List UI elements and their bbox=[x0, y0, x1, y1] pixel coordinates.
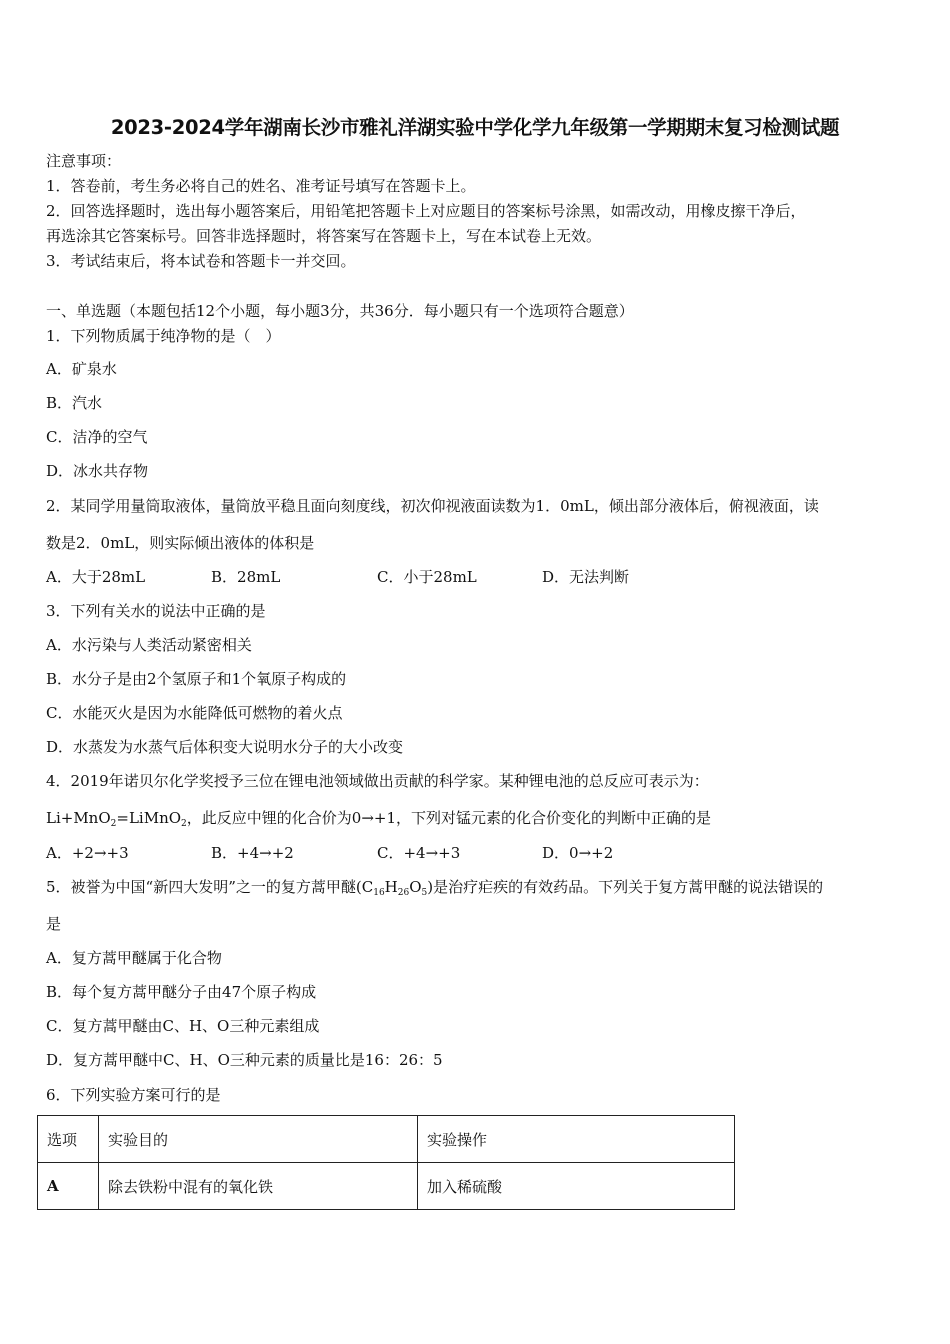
q5-option-b: B．每个复方蒿甲醚分子由47个原子构成 bbox=[46, 983, 317, 1001]
q5-formula-h: H bbox=[384, 878, 398, 896]
q5-sub: 5 bbox=[421, 888, 428, 898]
notice-item: 1．答卷前，考生务必将自己的姓名、准考证号填写在答题卡上。 bbox=[46, 177, 476, 195]
q4-option-d: D．0→+2 bbox=[542, 844, 614, 862]
q5-stem-post: )是治疗疟疾的有效药品。下列关于复方蒿甲醚的说法错误的 bbox=[427, 878, 824, 896]
q4-stem-line1: 4．2019年诺贝尔化学奖授予三位在锂电池领域做出贡献的科学家。某种锂电池的总反应可表示为： bbox=[46, 772, 709, 790]
table-header-row bbox=[38, 1116, 735, 1163]
q3-option-b: B．水分子是由2个氢原子和1个氧原子构成的 bbox=[46, 670, 347, 688]
q2-option-c: C．小于28mL bbox=[377, 568, 477, 586]
notice-item: 3．考试结束后，将本试卷和答题卡一并交回。 bbox=[46, 252, 356, 270]
q6-stem: 6．下列实验方案可行的是 bbox=[46, 1086, 221, 1104]
notice-heading: 注意事项： bbox=[46, 152, 122, 170]
q5-option-c: C．复方蒿甲醚由C、H、O三种元素组成 bbox=[46, 1017, 320, 1035]
q4-equation-left: Li+MnO bbox=[46, 809, 111, 827]
q4-option-a: A．+2→+3 bbox=[46, 844, 129, 862]
q4-option-b: B．+4→+2 bbox=[211, 844, 294, 862]
q1-stem: 1．下列物质属于纯净物的是（ ） bbox=[46, 327, 281, 345]
section-heading: 一、单选题（本题包括12个小题，每小题3分，共36分．每小题只有一个选项符合题意） bbox=[46, 302, 634, 320]
q5-sub: 26 bbox=[397, 888, 410, 898]
q2-stem-line2: 数是2．0mL，则实际倾出液体的体积是 bbox=[46, 534, 315, 552]
q1-option-c: C．洁净的空气 bbox=[46, 428, 148, 446]
q5-stem-line2: 是 bbox=[46, 915, 62, 933]
table-header-cell: 实验目的 bbox=[99, 1116, 418, 1163]
q3-option-c: C．水能灭火是因为水能降低可燃物的着火点 bbox=[46, 704, 343, 722]
q2-stem-line1: 2．某同学用量筒取液体，量筒放平稳且面向刻度线，初次仰视液面读数为1．0mL，倾出部分液体后，俯视液面，读 bbox=[46, 497, 819, 515]
q4-sub: 2 bbox=[181, 819, 187, 829]
q2-option-d: D．无法判断 bbox=[542, 568, 630, 586]
table-cell: 除去铁粉中混有的氧化铁 bbox=[99, 1163, 418, 1210]
q4-sub: 2 bbox=[110, 819, 117, 829]
q5-option-d: D．复方蒿甲醚中C、H、O三种元素的质量比是16：26：5 bbox=[46, 1051, 443, 1069]
q5-stem-pre: 5．被誉为中国“新四大发明”之一的复方蒿甲醚(C bbox=[46, 878, 374, 896]
q3-option-d: D．水蒸发为水蒸气后体积变大说明水分子的大小改变 bbox=[46, 738, 404, 756]
q4-equation-right: =LiMnO bbox=[116, 809, 182, 827]
table-cell: A bbox=[38, 1163, 99, 1210]
q6-table bbox=[37, 1115, 735, 1210]
q1-option-d: D．冰水共存物 bbox=[46, 462, 149, 480]
q1-option-b: B．汽水 bbox=[46, 394, 103, 412]
q2-option-b: B．28mL bbox=[211, 568, 281, 586]
q3-stem: 3．下列有关水的说法中正确的是 bbox=[46, 602, 266, 620]
notice-item: 再选涂其它答案标号。回答非选择题时，将答案写在答题卡上，写在本试卷上无效。 bbox=[46, 227, 602, 245]
table-cell: 加入稀硫酸 bbox=[418, 1163, 735, 1210]
q2-option-a: A．大于28mL bbox=[46, 568, 146, 586]
q5-stem-line1 bbox=[46, 877, 823, 897]
q5-formula-o: O bbox=[409, 878, 422, 896]
q4-option-c: C．+4→+3 bbox=[377, 844, 461, 862]
table-row bbox=[38, 1163, 735, 1210]
table-header-cell: 实验操作 bbox=[418, 1116, 735, 1163]
q5-option-a: A．复方蒿甲醚属于化合物 bbox=[46, 949, 222, 967]
table-header-cell: 选项 bbox=[38, 1116, 99, 1163]
exam-title: 2023-2024学年湖南长沙市雅礼洋湖实验中学化学九年级第一学期期末复习检测试题 bbox=[110, 116, 840, 139]
q5-sub: 16 bbox=[373, 888, 385, 898]
q1-option-a: A．矿泉水 bbox=[46, 360, 117, 378]
q4-stem-rest: ，此反应中锂的化合价为0→+1，下列对锰元素的化合价变化的判断中正确的是 bbox=[186, 809, 712, 827]
q4-stem-line2 bbox=[46, 808, 711, 828]
q3-option-a: A．水污染与人类活动紧密相关 bbox=[46, 636, 252, 654]
notice-item: 2．回答选择题时，选出每小题答案后，用铅笔把答题卡上对应题目的答案标号涂黑，如需改动，用橡皮擦干净后， bbox=[46, 202, 806, 220]
